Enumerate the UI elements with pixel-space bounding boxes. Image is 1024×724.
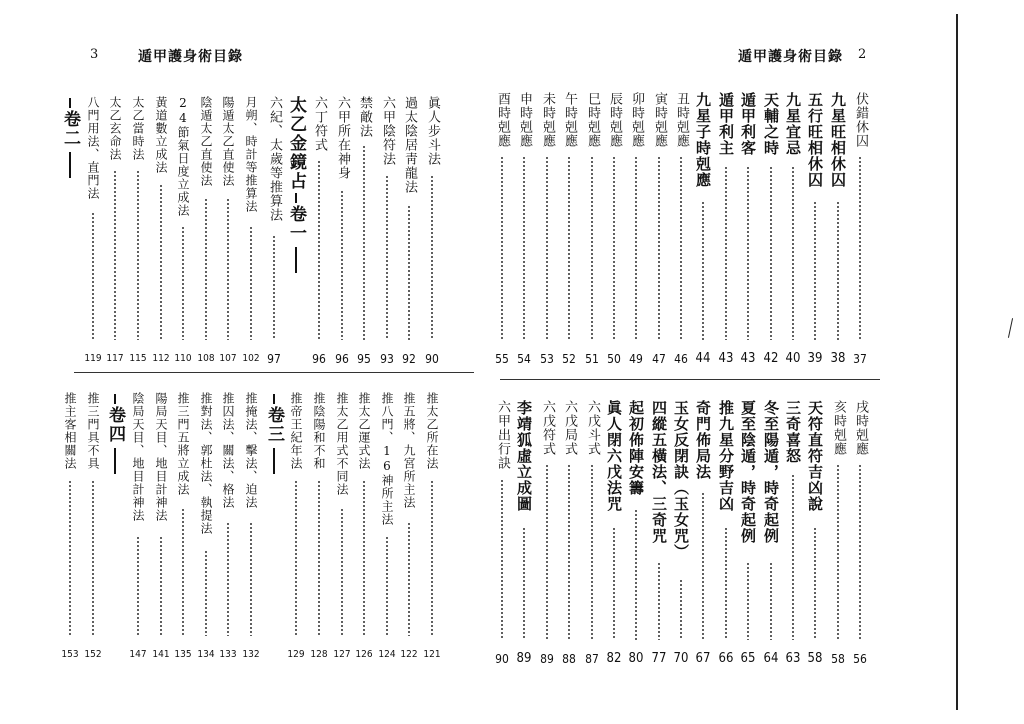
leader-dots — [859, 464, 861, 640]
leader-dots — [747, 562, 749, 640]
toc-entry-title: 四縱五橫法、三奇咒 — [650, 400, 668, 544]
leader-dots — [295, 480, 297, 636]
leader-dots — [546, 464, 548, 640]
leader-dots — [613, 527, 615, 640]
toc-page-number: 63 — [785, 651, 801, 666]
toc-entry-title: 推囚法、關法、格法 — [221, 392, 235, 509]
toc-page-number: 46 — [674, 352, 688, 366]
toc-page-number: 134 — [197, 649, 215, 660]
toc-entry-title: 推太乙運式法 — [357, 392, 371, 470]
leader-dots — [408, 522, 410, 636]
toc-page-number: 66 — [718, 651, 734, 666]
toc-page-number: 51 — [585, 352, 599, 366]
toc-entry-title: 推掩法、擊法、迫法 — [244, 392, 258, 509]
toc-page-number: 88 — [562, 652, 576, 666]
toc-entry-title: 六戊局式 — [562, 400, 577, 456]
toc-page-number: 43 — [718, 351, 734, 366]
toc-page-number: 90 — [495, 652, 509, 666]
toc-page-number: 121 — [423, 649, 441, 660]
volume-dash — [69, 152, 71, 178]
toc-page-number: 70 — [673, 651, 689, 666]
leader-dots — [501, 479, 503, 640]
leader-dots — [363, 145, 365, 340]
volume-label: 卷四 — [105, 406, 125, 444]
toc-page-number: 54 — [517, 352, 531, 366]
leader-dots — [227, 198, 229, 340]
toc-entry-title: 推太乙所在法 — [425, 392, 439, 470]
toc-page-number: 89 — [540, 652, 554, 666]
toc-entry-title: 六戊符式 — [540, 400, 555, 456]
toc-page-number: 65 — [740, 651, 756, 666]
leader-dots — [770, 562, 772, 640]
toc-entry-title: 亥時剋應 — [831, 400, 846, 456]
left-top-toc-volume-6 — [284, 96, 308, 243]
toc-entry-title: 推三門具不具 — [86, 392, 100, 470]
toc-page-number: 108 — [197, 353, 215, 364]
toc-page-number: 126 — [355, 649, 373, 660]
leader-dots — [635, 156, 637, 340]
leader-dots — [386, 175, 388, 340]
leader-dots — [837, 201, 839, 340]
toc-page-number: 43 — [740, 351, 756, 366]
page-edge-mark — [1008, 318, 1013, 338]
volume-label: 卷二 — [60, 110, 80, 148]
toc-page-number: 141 — [152, 649, 170, 660]
toc-page-number: 96 — [335, 352, 349, 366]
leader-dots — [792, 474, 794, 640]
toc-entry-title: 陰遁太乙直使法 — [199, 96, 213, 187]
leader-dots — [408, 205, 410, 340]
leader-dots — [814, 201, 816, 340]
toc-entry-title: 五行旺相休囚 — [806, 92, 824, 188]
section-title: 太乙金鏡占 — [286, 96, 306, 191]
leader-dots — [341, 190, 343, 340]
toc-entry-title: 推對法、郭杜法、執提法 — [199, 392, 213, 535]
leader-dots — [227, 522, 229, 636]
toc-entry-title: 推五將、九宮所主法 — [402, 392, 416, 509]
volume-dash — [69, 98, 71, 108]
toc-entry-title: 李靖狐虛立成圖 — [515, 400, 533, 512]
toc-entry-title: 起初佈陣安籌 — [627, 400, 645, 496]
toc-page-number: 133 — [219, 649, 237, 660]
toc-page-number: 119 — [84, 353, 102, 364]
toc-page-number: 44 — [695, 351, 711, 366]
toc-entry-title: 黃道數立成法 — [154, 96, 168, 174]
toc-entry-title: 巳時剋應 — [585, 92, 600, 148]
toc-entry-title: 推帝王紀年法 — [289, 392, 303, 470]
leader-dots — [341, 508, 343, 636]
toc-page-number: 122 — [400, 649, 418, 660]
toc-page-number: 93 — [380, 352, 394, 366]
left-header-title: 遁甲護身術目錄 — [138, 49, 243, 65]
toc-page-number: 82 — [606, 651, 622, 666]
toc-page-number: 107 — [219, 353, 237, 364]
leader-dots — [250, 226, 252, 340]
toc-page-number: 56 — [853, 652, 867, 666]
leader-dots — [69, 480, 71, 636]
toc-entry-title: 六丁符式 — [312, 96, 327, 152]
toc-entry-title: 六戊斗式 — [585, 400, 600, 456]
toc-entry-title: 戌時剋應 — [853, 400, 868, 456]
leader-dots — [250, 522, 252, 636]
leader-dots — [182, 508, 184, 636]
leader-dots — [837, 464, 839, 640]
leader-dots — [568, 464, 570, 640]
toc-entry-title: 九星宜忌 — [784, 92, 802, 156]
toc-page-number: 77 — [651, 651, 667, 666]
leader-dots — [431, 480, 433, 636]
leader-dots — [137, 536, 139, 636]
toc-entry-title: 推主客相關法 — [63, 392, 77, 470]
toc-page-number: 127 — [333, 649, 351, 660]
toc-page-number: 40 — [785, 351, 801, 366]
leader-dots — [114, 170, 116, 340]
leader-dots — [725, 166, 727, 340]
toc-entry-title: 眞人步斗法 — [425, 96, 440, 166]
toc-page-number: 87 — [585, 652, 599, 666]
toc-page-number: 135 — [174, 649, 192, 660]
toc-entry-title: 午時剋應 — [562, 92, 577, 148]
toc-entry-title: 推八門、16神所主法 — [380, 392, 394, 526]
toc-page-number: 95 — [357, 352, 371, 366]
toc-entry-title: 伏錯休囚 — [853, 92, 868, 148]
leader-dots — [770, 166, 772, 340]
toc-page-number: 38 — [830, 351, 846, 366]
leader-dots — [182, 226, 184, 340]
toc-entry-title: 推陰陽和不和 — [312, 392, 326, 470]
toc-page-number: 58 — [807, 651, 823, 666]
toc-page-number: 96 — [312, 352, 326, 366]
leader-dots — [205, 550, 207, 636]
leader-dots — [318, 160, 320, 340]
toc-page-number: 124 — [378, 649, 396, 660]
leader-dots — [658, 562, 660, 640]
leader-dots — [386, 536, 388, 636]
right-page-number: 2 — [858, 47, 867, 62]
toc-entry-title: 遁甲利主 — [717, 92, 735, 156]
toc-entry-title: 三奇喜怒 — [784, 400, 802, 464]
volume-dash — [295, 193, 297, 203]
leader-dots — [523, 527, 525, 640]
leader-dots — [318, 480, 320, 636]
toc-page-number: 147 — [129, 649, 147, 660]
toc-page-number: 89 — [516, 651, 532, 666]
leader-dots — [814, 527, 816, 640]
leader-dots — [160, 536, 162, 636]
leader-dots — [523, 156, 525, 340]
leader-dots — [431, 175, 433, 340]
leader-dots — [591, 156, 593, 340]
toc-page-number: 102 — [242, 353, 260, 364]
volume-label: 卷三 — [264, 406, 284, 444]
leader-dots — [137, 170, 139, 340]
toc-entry-title: 酉時剋應 — [495, 92, 510, 148]
leader-dots — [702, 492, 704, 640]
toc-page-number: 39 — [807, 351, 823, 366]
toc-page-number: 115 — [129, 353, 147, 364]
toc-page-number: 129 — [287, 649, 305, 660]
left-divider-line — [74, 372, 474, 373]
toc-entry-title: 寅時剋應 — [652, 92, 667, 148]
toc-page-number: 58 — [831, 652, 845, 666]
leader-dots — [92, 480, 94, 636]
leader-dots — [363, 480, 365, 636]
toc-page-number: 50 — [607, 352, 621, 366]
leader-dots — [160, 184, 162, 340]
toc-entry-title: 八門用法、直門法 — [86, 96, 100, 200]
toc-page-number: 112 — [152, 353, 170, 364]
toc-page-number: 80 — [628, 651, 644, 666]
toc-page-number: 49 — [629, 352, 643, 366]
toc-entry-title: 太乙玄命法 — [108, 96, 122, 161]
toc-entry-title: 六甲所在神身 — [335, 96, 350, 180]
leader-dots — [702, 201, 704, 340]
toc-page-number: 92 — [402, 352, 416, 366]
toc-entry-title: 卯時剋應 — [629, 92, 644, 148]
toc-page-number: 128 — [310, 649, 328, 660]
toc-page-number: 42 — [763, 351, 779, 366]
toc-page-number: 67 — [695, 651, 711, 666]
toc-page-number: 97 — [267, 352, 281, 366]
volume-dash — [295, 247, 297, 273]
toc-entry-title: 過太陰居靑龍法 — [402, 96, 417, 194]
left-page-number: 3 — [90, 47, 99, 62]
leader-dots — [658, 156, 660, 340]
toc-page-number: 47 — [652, 352, 666, 366]
volume-dash — [273, 448, 275, 474]
leader-dots — [273, 235, 275, 340]
toc-entry-title: 六甲陰符法 — [380, 96, 395, 166]
leader-dots — [747, 166, 749, 340]
toc-entry-title: 陽遁太乙直使法 — [221, 96, 235, 187]
toc-page-number: 153 — [61, 649, 79, 660]
toc-entry-title: 眞人閉六戊法咒 — [605, 400, 623, 512]
leader-dots — [568, 156, 570, 340]
toc-page-number: 110 — [174, 353, 192, 364]
toc-entry-title: 冬至陽遁，時奇起例 — [762, 400, 780, 544]
toc-entry-title: 申時剋應 — [517, 92, 532, 148]
volume-dash — [273, 394, 275, 404]
leader-dots — [613, 156, 615, 340]
toc-entry-title: 禁敵法 — [357, 96, 372, 138]
toc-page-number: 132 — [242, 649, 260, 660]
toc-page-number: 64 — [763, 651, 779, 666]
leader-dots — [501, 156, 503, 340]
toc-entry-title: 推太乙用式不同法 — [335, 392, 349, 496]
leader-dots — [725, 527, 727, 640]
toc-entry-title: 夏至陰遁，時奇起例 — [739, 400, 757, 544]
toc-page-number: 152 — [84, 649, 102, 660]
leader-dots — [546, 156, 548, 340]
toc-entry-title: 月朔、時計等推算法 — [244, 96, 258, 213]
toc-entry-title: 玉女反閉訣（玉女咒） — [672, 400, 690, 560]
toc-page-number: 37 — [853, 352, 867, 366]
leader-dots — [680, 579, 682, 640]
leader-dots — [92, 212, 94, 340]
toc-entry-title: 推三門五將立成法 — [176, 392, 190, 496]
toc-entry-title: 丑時剋應 — [674, 92, 689, 148]
leader-dots — [859, 156, 861, 340]
toc-page-number: 55 — [495, 352, 509, 366]
toc-entry-title: 未時剋應 — [540, 92, 555, 148]
leader-dots — [635, 509, 637, 640]
toc-entry-title: 六紀、太歲等推算法 — [267, 96, 282, 222]
leader-dots — [591, 464, 593, 640]
toc-entry-title: 天符直符吉凶說 — [806, 400, 824, 512]
toc-entry-title: 陰局天目、地目計神法 — [131, 392, 145, 522]
page-edge-line — [956, 14, 958, 710]
right-header-title: 遁甲護身術目錄 — [738, 49, 843, 65]
leader-dots — [205, 198, 207, 340]
toc-entry-title: 天輔之時 — [762, 92, 780, 156]
toc-page-number: 53 — [540, 352, 554, 366]
toc-entry-title: 六甲出行訣 — [495, 400, 510, 470]
leader-dots — [680, 156, 682, 340]
toc-entry-title: 九星旺相休囚 — [829, 92, 847, 188]
toc-page-number: 52 — [562, 352, 576, 366]
volume-label: 卷一 — [286, 205, 306, 243]
right-divider-line — [500, 379, 880, 380]
toc-page-number: 90 — [425, 352, 439, 366]
toc-entry-title: 太乙當時法 — [131, 96, 145, 161]
toc-entry-title: 陽局天目、地目計神法 — [154, 392, 168, 522]
toc-page-number: 117 — [106, 353, 124, 364]
toc-entry-title: 九星子時剋應 — [694, 92, 712, 188]
leader-dots — [792, 166, 794, 340]
toc-entry-title: 遁甲利客 — [739, 92, 757, 156]
toc-entry-title: 24節氣日度立成法 — [176, 96, 190, 217]
volume-dash — [114, 394, 116, 404]
toc-entry-title: 推九星分野吉凶 — [717, 400, 735, 512]
volume-dash — [114, 448, 116, 474]
toc-entry-title: 奇門佈局法 — [694, 400, 712, 480]
toc-entry-title: 辰時剋應 — [607, 92, 622, 148]
